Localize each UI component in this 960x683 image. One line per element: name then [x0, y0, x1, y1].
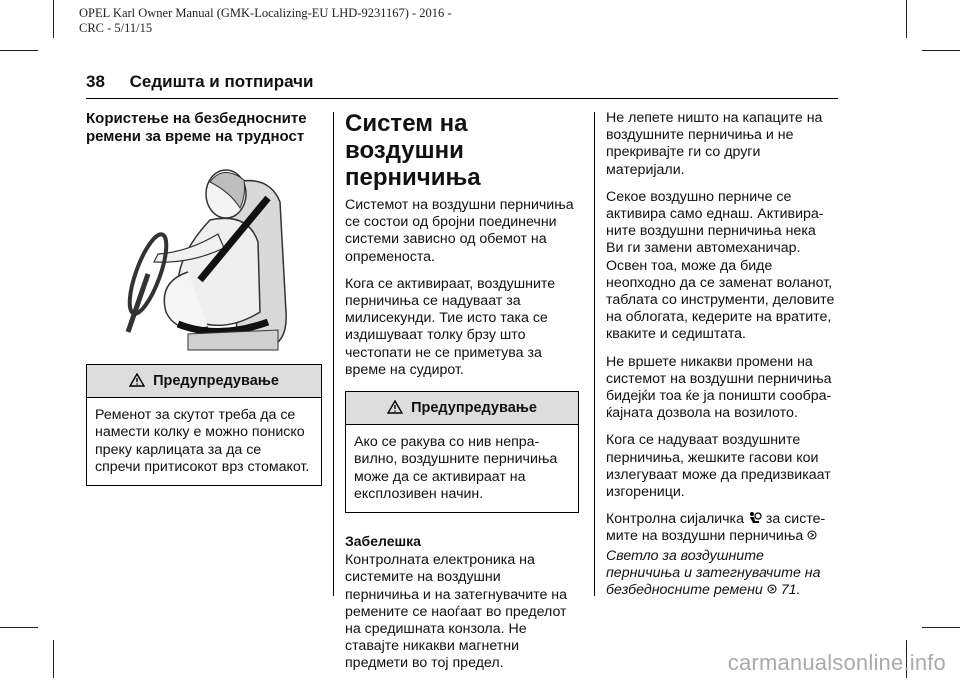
warning-header: Предупредување: [87, 365, 321, 398]
page-link[interactable]: 71.: [780, 582, 801, 599]
warning-box: [86, 364, 322, 486]
warning-body: Ременот за скутот треба да се намести колку е можно пониско преку карлицата за да се спречи притисокот врз стомакот.: [95, 407, 310, 475]
column-divider: [594, 112, 595, 596]
warning-triangle-icon: [129, 373, 145, 387]
crop-mark: [53, 640, 54, 678]
crop-mark: [922, 50, 960, 51]
crop-mark: [53, 0, 54, 38]
crop-mark: [0, 50, 38, 51]
column-divider: [333, 112, 334, 596]
paragraph: Кога се надуваат воздушните перничиња, жешките гасови кои излегуваат може да предизвикаат изгореници.: [606, 432, 831, 501]
page-reference-icon: [807, 530, 817, 540]
column-3: [606, 110, 846, 609]
paragraph: Системот на воздушни перничиња се состои од бројни поединечни системи зависно од обемот на опременоста.: [345, 197, 574, 265]
crop-mark: [906, 0, 907, 38]
document-meta: OPEL Karl Owner Manual (GMK-Localizing-EU LHD-9231167) - 2016 - CRC - 5/11/15: [79, 6, 452, 35]
pregnancy-belt-heading: Користење на безбедносните ремени за време на трудност: [86, 110, 307, 145]
warning-triangle-icon: [387, 400, 403, 414]
page-reference-icon: [767, 584, 777, 594]
header-rule: [86, 98, 838, 99]
paragraph: Не лепете ништо на капаците на воздушните перничиња и не прекривајте ги со други материјали.: [606, 110, 823, 178]
pregnant-woman-seatbelt-illustration: [118, 162, 290, 352]
column-1: [86, 110, 322, 486]
airbag-system-title: Систем на воздушни перничиња: [345, 110, 481, 191]
column-2: [345, 110, 579, 683]
cross-reference[interactable]: Светло за воздушните перничиња и затегнувачите на безбедносните ремени 71.: [606, 547, 821, 599]
paragraph: Контролна сијаличка за систе- мите на воздушни перничиња: [606, 511, 826, 545]
section-title: Седишта и потпирачи: [129, 72, 314, 91]
paragraph: Не вршете никакви промени на системот на воздушни перничиња бидејќи тоа ќе ја поништи сообра- ќајната дозвола на возилото.: [606, 353, 832, 422]
page-number: 38: [86, 72, 105, 91]
watermark: carmanualsonline.info: [727, 650, 946, 675]
note-heading: Забелешка: [345, 533, 421, 550]
page-header: [86, 72, 314, 92]
warning-body: Ако се ракува со нив непра- вилно, воздушните перничиња може да се активираат на експлозивен начин.: [354, 434, 558, 502]
paragraph: Кога се активираат, воздушните перничиња се надуваат за милисекунди. Тие исто така се издишуваат толку брзу што честопати не се приметува за време на судирот.: [345, 275, 556, 378]
paragraph: Секое воздушно перниче се активира само еднаш. Активира- ните воздушни перничиња нека Ви ги замени автомеханичар. Освен тоа, може да биде неопходно да се заменат воланот, таблата со инструменти, деловите на облогата, кедерите на вратите, кваките и седиштата.: [606, 188, 835, 343]
note-body: Контролната електроника на системите на воздушни перничиња и на затегнувачите на ремените се наоѓаат во пределот на средишната конзола. Не ставајте никакви магнетни предмети во тој предел.: [345, 552, 568, 672]
crop-mark: [0, 627, 38, 628]
airbag-warning-light-icon: [748, 511, 762, 525]
warning-box: [345, 391, 579, 513]
crop-mark: [922, 627, 960, 628]
warning-header: Предупредување: [346, 392, 578, 425]
